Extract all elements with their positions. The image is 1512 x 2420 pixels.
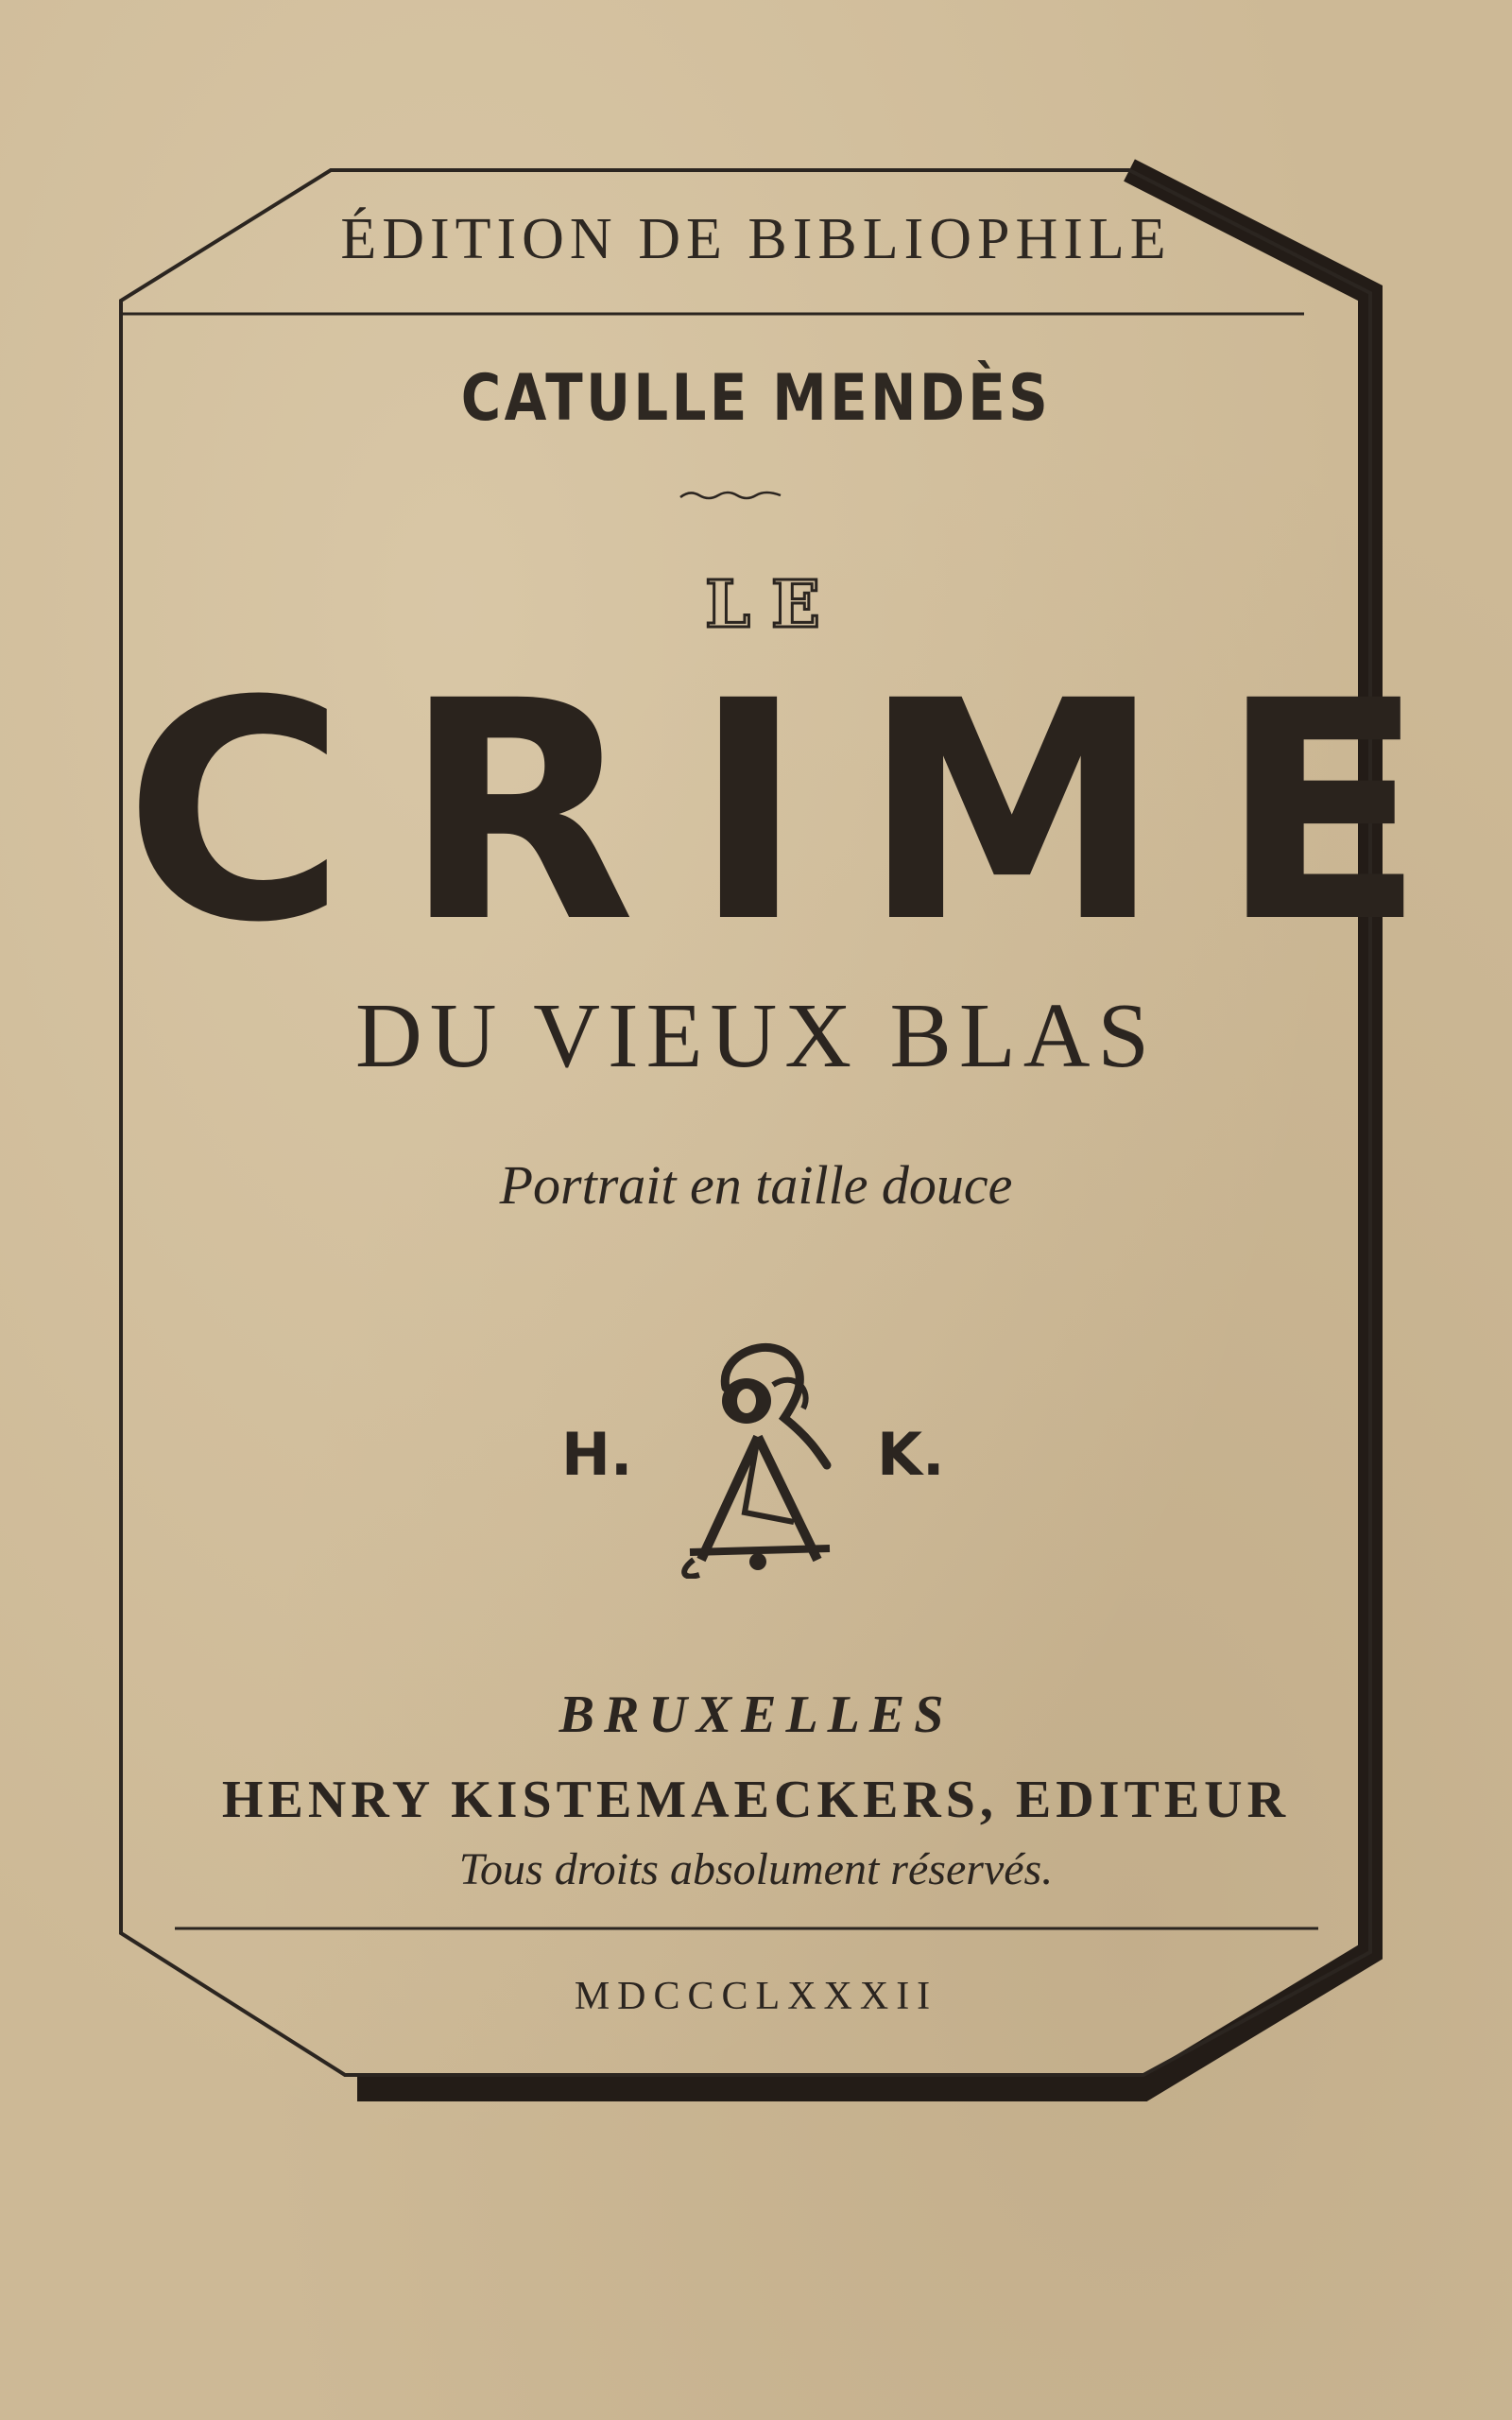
- author-name: CATULLE MENDÈS: [460, 361, 1052, 436]
- edition-label: ÉDITION DE BIBLIOPHILE: [340, 207, 1172, 271]
- publisher-initial-left: H.: [561, 1420, 633, 1489]
- publication-year: MDCCCLXXXII: [574, 1975, 938, 2018]
- publisher-initial-right: K.: [877, 1420, 945, 1489]
- title-article: LE: [705, 567, 841, 643]
- owl-compass-emblem-icon: [652, 1333, 869, 1579]
- rights-notice: Tous droits absolument réservés.: [458, 1844, 1054, 1894]
- publisher-city: BRUXELLES: [558, 1685, 954, 1744]
- tilde-ornament-icon: [679, 488, 782, 503]
- illustration-note: Portrait en taille douce: [499, 1154, 1013, 1216]
- title-subtitle: DU VIEUX BLAS: [354, 985, 1158, 1087]
- title-main: CRIME: [124, 637, 1483, 989]
- publisher-name: HENRY KISTEMAECKERS, EDITEUR: [221, 1771, 1291, 1829]
